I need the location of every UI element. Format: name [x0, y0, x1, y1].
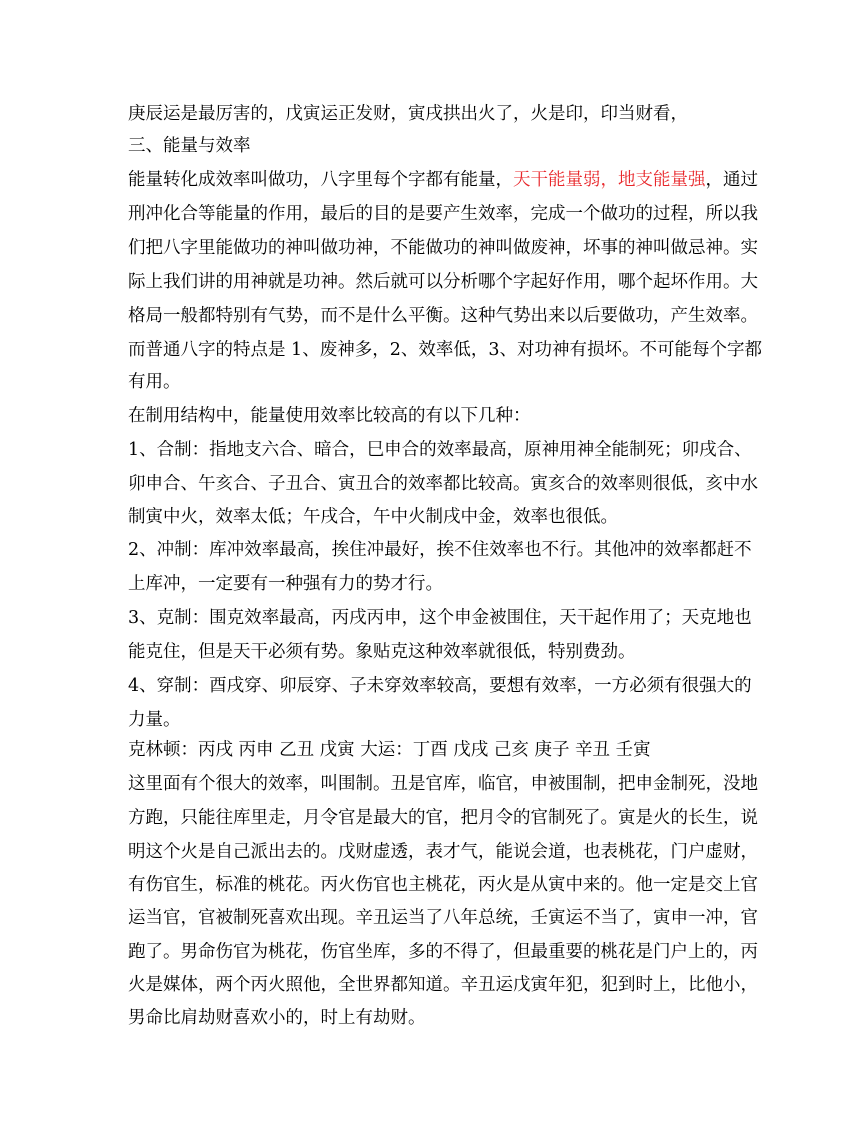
text-line: 运当官，官被制死喜欢出现。辛丑运当了八年总统，壬寅运不当了，寅申一冲，官 [128, 908, 758, 928]
text-line: 上库冲，一定要有一种强有力的势才行。 [128, 574, 443, 594]
text-line: 格局一般都特别有气势，而不是什么平衡。这种气势出来以后要做功，产生效率。 [128, 306, 758, 326]
text-line: 男命比肩劫财喜欢小的，时上有劫财。 [128, 1008, 426, 1028]
text-line: 能克住，但是天干必须有势。象贴克这种效率就很低，特别费劲。 [128, 642, 636, 662]
text-line: 卯申合、午亥合、子丑合、寅丑合的效率都比较高。寅亥合的效率则很低，亥中水 [128, 474, 758, 494]
text-line: 有用。 [128, 372, 181, 392]
text-line: 力量。 [128, 710, 181, 730]
text-line: 这里面有个很大的效率，叫围制。丑是官库，临官，申被围制，把申金制死，没地 [128, 774, 758, 794]
text-line: 克林顿：丙戌 丙申 乙丑 戊寅 大运：丁酉 戊戌 己亥 庚子 辛丑 壬寅 [128, 740, 651, 760]
text-line: 制寅中火，效率太低；午戌合，午中火制戌中金，效率也很低。 [128, 507, 618, 527]
text-line: 三、能量与效率 [128, 136, 251, 156]
text-segment: ，通过 [705, 170, 758, 190]
text-line: 在制用结构中，能量使用效率比较高的有以下几种： [128, 406, 531, 426]
text-line: 们把八字里能做功的神叫做功神，不能做功的神叫做废神，坏事的神叫做忌神。实 [128, 238, 758, 258]
highlighted-text: 天干能量弱，地支能量强 [513, 170, 706, 190]
text-line: 明这个火是自己派出去的。戊财虚透，表才气，能说会道，也表桃花，门户虚财， [128, 842, 758, 862]
text-line: 刑冲化合等能量的作用，最后的目的是要产生效率，完成一个做功的过程，所以我 [128, 204, 758, 224]
text-segment: 能量转化成效率叫做功，八字里每个字都有能量， [128, 170, 513, 190]
text-line: 跑了。男命伤官为桃花，伤官坐库，多的不得了，但最重要的桃花是门户上的，丙 [128, 942, 758, 962]
text-line: 3、克制：围克效率最高，丙戌丙申，这个申金被围住，天干起作用了；天克地也 [128, 608, 752, 628]
text-line: 而普通八字的特点是 1、废神多，2、效率低，3、对功神有损坏。不可能每个字都 [128, 340, 762, 360]
text-line: 方跑，只能往库里走，月令官是最大的官，把月令的官制死了。寅是火的长生，说 [128, 808, 758, 828]
text-line: 2、冲制：库冲效率最高，挨住冲最好，挨不住效率也不行。其他冲的效率都赶不 [128, 540, 752, 560]
text-line: 际上我们讲的用神就是功神。然后就可以分析哪个字起好作用，哪个起坏作用。大 [128, 272, 758, 292]
text-line: 4、穿制：酉戌穿、卯辰穿、子未穿效率较高，要想有效率，一方必须有很强大的 [128, 676, 752, 696]
text-line [128, 168, 758, 192]
text-line: 火是媒体，两个丙火照他，全世界都知道。辛丑运戊寅年犯，犯到时上，比他小， [128, 975, 758, 995]
text-line: 庚辰运是最厉害的，戊寅运正发财，寅戌拱出火了，火是印，印当财看， [128, 104, 688, 124]
text-line: 有伤官生，标准的桃花。丙火伤官也主桃花，丙火是从寅中来的。他一定是交上官 [128, 875, 758, 895]
text-line: 1、合制：指地支六合、暗合，巳申合的效率最高，原神用神全能制死；卯戌合、 [128, 440, 752, 460]
